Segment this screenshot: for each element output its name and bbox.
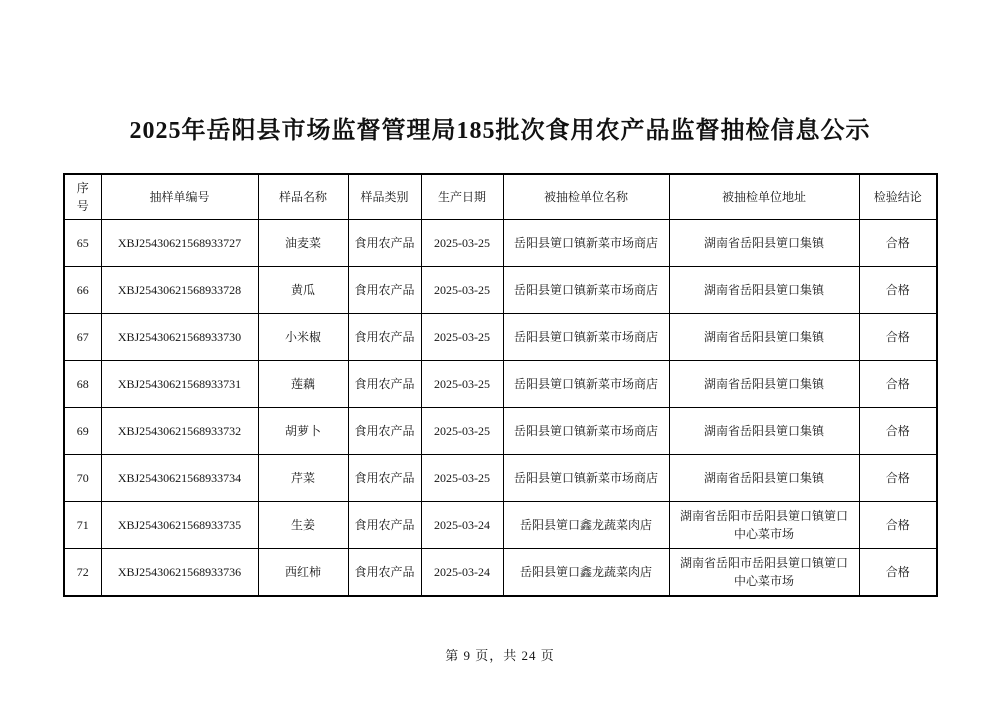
table-cell: 2025-03-25 [421,220,503,267]
table-cell: 食用农产品 [348,220,421,267]
column-header: 样品类别 [348,174,421,220]
table-cell: 2025-03-25 [421,314,503,361]
table-cell: 2025-03-25 [421,455,503,502]
table-cell: 岳阳县筻口鑫龙蔬菜肉店 [503,502,669,549]
column-header: 抽样单编号 [101,174,258,220]
table-cell: XBJ25430621568933734 [101,455,258,502]
table-cell: 69 [64,408,101,455]
table-cell: 合格 [859,361,937,408]
table-cell: 食用农产品 [348,455,421,502]
table-cell: 芹菜 [258,455,348,502]
table-cell: 湖南省岳阳县筻口集镇 [669,361,859,408]
table-row [64,267,937,314]
column-header: 被抽检单位名称 [503,174,669,220]
table-cell: 合格 [859,549,937,597]
table-cell: 岳阳县筻口镇新菜市场商店 [503,361,669,408]
table-cell: 食用农产品 [348,361,421,408]
table-cell: 合格 [859,502,937,549]
table-cell: 合格 [859,314,937,361]
table-cell: 2025-03-25 [421,361,503,408]
table-cell: 岳阳县筻口镇新菜市场商店 [503,455,669,502]
table-row [64,549,937,597]
table-cell: 食用农产品 [348,267,421,314]
table-cell: 小米椒 [258,314,348,361]
table-row [64,502,937,549]
table-cell: 2025-03-25 [421,267,503,314]
table-cell: XBJ25430621568933736 [101,549,258,597]
page-number: 第 9 页，共 24 页 [445,648,555,663]
column-header: 序号 [64,174,101,220]
table-cell: 湖南省岳阳县筻口集镇 [669,455,859,502]
table-cell: 岳阳县筻口镇新菜市场商店 [503,267,669,314]
table-cell: 合格 [859,408,937,455]
table-cell: 2025-03-24 [421,549,503,597]
table-cell: 岳阳县筻口鑫龙蔬菜肉店 [503,549,669,597]
table-cell: 67 [64,314,101,361]
column-header: 被抽检单位地址 [669,174,859,220]
table-row [64,455,937,502]
table-header-row [64,174,937,220]
table-cell: XBJ25430621568933735 [101,502,258,549]
table-row [64,408,937,455]
table-cell: 食用农产品 [348,502,421,549]
table-cell: 生姜 [258,502,348,549]
table-cell: 合格 [859,220,937,267]
table-cell: 胡萝卜 [258,408,348,455]
table-cell: XBJ25430621568933727 [101,220,258,267]
table-cell: 岳阳县筻口镇新菜市场商店 [503,408,669,455]
table-cell: 湖南省岳阳县筻口集镇 [669,220,859,267]
table-cell: 食用农产品 [348,549,421,597]
table-cell: XBJ25430621568933728 [101,267,258,314]
table-row [64,314,937,361]
table-cell: 湖南省岳阳市岳阳县筻口镇筻口中心菜市场 [669,549,859,597]
table-cell: 68 [64,361,101,408]
table-cell: 湖南省岳阳县筻口集镇 [669,314,859,361]
table-cell: 65 [64,220,101,267]
column-header: 样品名称 [258,174,348,220]
table-cell: XBJ25430621568933732 [101,408,258,455]
column-header: 生产日期 [421,174,503,220]
table-cell: 71 [64,502,101,549]
table-cell: 食用农产品 [348,408,421,455]
table-cell: 70 [64,455,101,502]
column-header: 检验结论 [859,174,937,220]
table-cell: 湖南省岳阳市岳阳县筻口镇筻口中心菜市场 [669,502,859,549]
table-cell: 2025-03-25 [421,408,503,455]
table-cell: 岳阳县筻口镇新菜市场商店 [503,220,669,267]
table-cell: XBJ25430621568933730 [101,314,258,361]
table-cell: 湖南省岳阳县筻口集镇 [669,267,859,314]
table-row [64,361,937,408]
table-cell: 合格 [859,455,937,502]
table-cell: 66 [64,267,101,314]
table-cell: 岳阳县筻口镇新菜市场商店 [503,314,669,361]
table-cell: 西红柿 [258,549,348,597]
table-cell: 油麦菜 [258,220,348,267]
table-cell: 72 [64,549,101,597]
inspection-table [63,173,938,597]
table-cell: XBJ25430621568933731 [101,361,258,408]
table-cell: 湖南省岳阳县筻口集镇 [669,408,859,455]
table-cell: 食用农产品 [348,314,421,361]
table-cell: 2025-03-24 [421,502,503,549]
table-row [64,220,937,267]
table-cell: 莲藕 [258,361,348,408]
table-cell: 合格 [859,267,937,314]
table-cell: 黄瓜 [258,267,348,314]
page-title: 2025年岳阳县市场监督管理局185批次食用农产品监督抽检信息公示 [129,118,871,144]
